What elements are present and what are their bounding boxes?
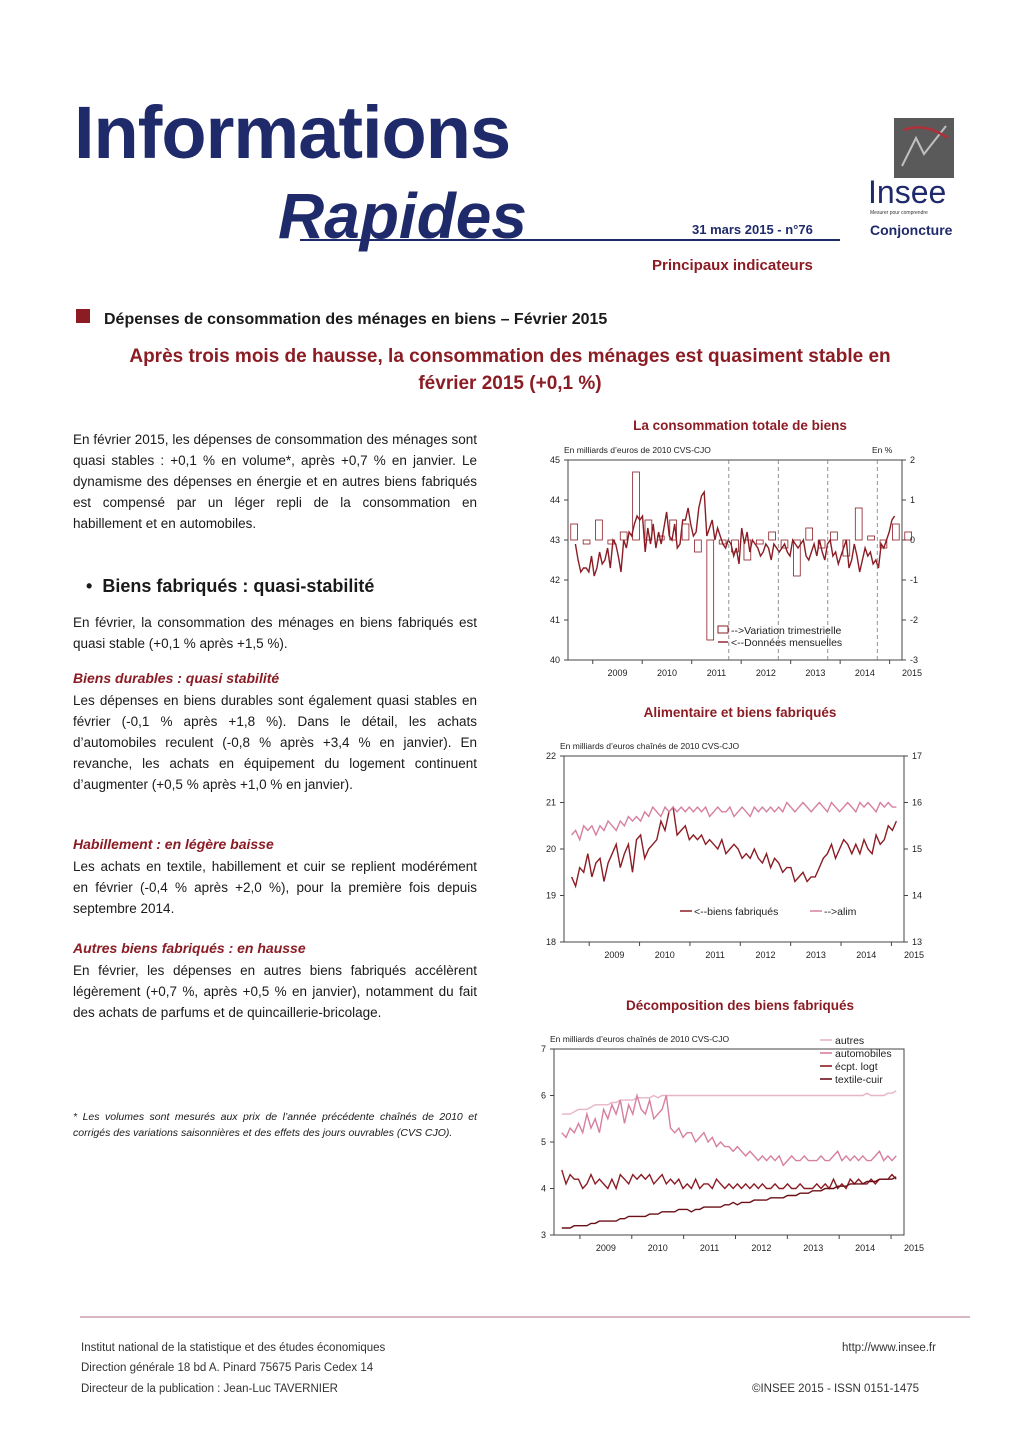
legend-label: automobiles	[835, 1048, 892, 1060]
manufactured-paragraph: En février, la consommation des ménages en biens fabriqués est quasi stable (+0,1 % après +1,5 %).	[73, 615, 477, 651]
headline	[60, 343, 960, 397]
bar	[620, 532, 627, 540]
y-left-tick-label: 20	[545, 844, 556, 854]
legend-label: autres	[835, 1035, 865, 1047]
x-tick-label: 2009	[607, 668, 628, 678]
chart-title-breakdown: Décomposition des biens fabriqués	[625, 998, 855, 1013]
chart-food-manufactured	[540, 730, 925, 970]
topic-title: Dépenses de consommation des ménages en biens – Février 2015	[104, 311, 608, 328]
bar	[682, 524, 689, 540]
masthead-rule	[300, 239, 840, 241]
footer-rule	[80, 1316, 970, 1318]
chart-unit-left: En milliards d’euros de 2010 CVS-CJO	[564, 445, 711, 455]
insee-tagline: Mesurer pour comprendre	[870, 210, 928, 216]
intro-paragraph: En février 2015, les dépenses de consommation des ménages sont quasi stables : +0,1 % en volume*, après +0,7 % en janvier. Le dynamisme des dépenses en énergie et en autres biens fabriqués est compensé par un léger repli de la consommation en habillement et en automobiles.	[73, 432, 477, 531]
y-left-tick-label: 40	[549, 655, 560, 665]
x-tick-label: 2009	[595, 1243, 616, 1253]
y-left-tick-label: 44	[549, 495, 560, 505]
y-left-tick-label: 22	[545, 751, 556, 761]
series-line	[575, 492, 894, 576]
chart-total-consumption	[540, 440, 923, 690]
y-right-tick-label: -1	[910, 575, 919, 585]
series-label: Principaux indicateurs	[652, 257, 813, 274]
x-tick-label: 2011	[705, 950, 725, 960]
bar	[769, 532, 776, 540]
insee-logo	[866, 118, 956, 242]
headline-line1: Après trois mois de hausse, la consommation des ménages est quasiment stable en	[129, 346, 891, 367]
x-tick-label: 2012	[751, 1243, 772, 1253]
footer-institute: Institut national de la statistique et des études économiques	[81, 1342, 386, 1354]
y-left-tick-label: 21	[545, 797, 556, 808]
y-left-tick-label: 19	[545, 890, 556, 901]
series-line	[562, 1096, 896, 1166]
legend-swatch-bar	[718, 626, 728, 633]
y-left-tick-label: 43	[549, 535, 560, 545]
insee-wordmark: Insee	[868, 174, 947, 210]
chart-manufactured-breakdown	[540, 1022, 925, 1262]
footer-director: Directeur de la publication : Jean-Luc TAVERNIER	[81, 1383, 338, 1395]
axes	[546, 751, 924, 960]
y-right-tick-label: 13	[912, 937, 923, 947]
x-tick-label: 2011	[699, 1243, 720, 1253]
bar	[892, 524, 899, 540]
bar	[583, 540, 590, 544]
series-line	[572, 807, 897, 886]
bar	[707, 540, 714, 640]
masthead-subtitle: Rapides	[278, 180, 527, 252]
x-tick-label: 2010	[647, 1243, 668, 1253]
insee-logo-mark-icon	[894, 118, 954, 178]
durables-heading: Biens durables : quasi stabilité	[73, 670, 280, 686]
x-tick-label: 2015	[901, 668, 923, 678]
clothing-paragraph: Les achats en textile, habillement et cuir se replient modérément en février (-0,4 % après +2,0 %), pour la première fois depuis septembre 2014.	[73, 859, 477, 916]
x-tick-label: 2014	[856, 950, 877, 960]
bar	[831, 532, 838, 540]
y-right-tick-label: 16	[912, 797, 923, 808]
legend-label: -->Variation trimestrielle	[731, 625, 842, 637]
chart-unit-left: En milliards d’euros chaînés de 2010 CVS-CJO	[550, 1034, 730, 1044]
chart-title-food-manufactured: Alimentaire et biens fabriqués	[643, 705, 837, 720]
y-left-tick-label: 5	[540, 1137, 546, 1147]
legend-label: -->alim	[824, 906, 857, 918]
x-tick-label: 2012	[755, 950, 776, 960]
x-tick-label: 2013	[805, 668, 826, 678]
y-left-tick-label: 3	[540, 1230, 546, 1240]
bar	[806, 528, 813, 540]
insee-section: Conjoncture	[870, 222, 953, 238]
other-goods-heading: Autres biens fabriqués : en hausse	[73, 940, 306, 956]
y-right-tick-label: 2	[910, 455, 916, 465]
x-tick-label: 2014	[855, 1243, 876, 1253]
legend-label: <--Données mensuelles	[731, 637, 843, 649]
bar	[571, 524, 578, 540]
x-tick-label: 2015	[903, 1243, 925, 1253]
x-tick-label: 2009	[604, 950, 625, 960]
bar	[855, 508, 862, 540]
x-tick-label: 2011	[706, 668, 727, 678]
durables-paragraph: Les dépenses en biens durables sont également quasi stables en février (-0,1 % après +1,8 %). Dans le détail, les achats d’automobiles reculent (-0,8 % après +3,4 % en janvier). En revanche, les achats en équipement du logement continuent d’augmenter (+0,5 % après +1,0 % en janvier).	[73, 693, 477, 792]
x-tick-label: 2013	[805, 950, 826, 960]
bar	[756, 540, 763, 544]
y-right-tick-label: -3	[910, 655, 919, 665]
y-right-tick-label: 15	[912, 844, 923, 854]
footer-website-link[interactable]: http://www.insee.fr	[842, 1342, 936, 1354]
masthead-title: Informations	[74, 91, 511, 174]
bullet-icon: •	[86, 576, 93, 596]
y-left-tick-label: 45	[549, 455, 560, 465]
x-tick-label: 2010	[654, 950, 675, 960]
y-right-tick-label: 17	[912, 751, 923, 761]
footer-address: Direction générale 18 bd A. Pinard 75675 Paris Cedex 14	[81, 1362, 374, 1374]
section-heading	[86, 576, 374, 597]
footer-copyright: ©INSEE 2015 - ISSN 0151-1475	[752, 1383, 920, 1395]
x-tick-label: 2014	[854, 668, 875, 678]
y-left-tick-label: 42	[549, 575, 560, 585]
y-left-tick-label: 7	[540, 1044, 546, 1054]
y-left-tick-label: 41	[549, 615, 560, 625]
y-left-tick-label: 4	[540, 1183, 546, 1194]
section-heading-text: Biens fabriqués : quasi-stabilité	[102, 576, 375, 596]
chart-title-total: La consommation totale de biens	[633, 418, 847, 433]
x-tick-label: 2013	[803, 1243, 824, 1253]
other-goods-paragraph: En février, les dépenses en autres biens fabriqués accélèrent légèrement (+0,7 %, après +0,5 % en janvier), notamment du fait des achats de parfums et de quincaillerie-bricolage.	[73, 963, 477, 1020]
issue-date: 31 mars 2015 - n°76	[692, 222, 813, 237]
y-right-tick-label: 1	[910, 495, 916, 505]
legend-label: écpt. logt	[835, 1061, 878, 1073]
y-left-tick-label: 6	[540, 1090, 546, 1101]
series-line	[572, 803, 897, 840]
series-line	[562, 1091, 896, 1114]
y-right-tick-label: 14	[912, 890, 923, 901]
topic-marker	[76, 309, 90, 323]
y-right-tick-label: -2	[910, 615, 919, 625]
bar	[868, 536, 875, 540]
x-tick-label: 2012	[755, 668, 776, 678]
bar	[694, 540, 701, 552]
headline-line2: février 2015 (+0,1 %)	[418, 373, 602, 394]
bar	[596, 520, 603, 540]
y-left-tick-label: 18	[545, 937, 556, 947]
chart-unit-right: En %	[872, 445, 893, 455]
footnote: * Les volumes sont mesurés aux prix de l’année précédente chaînés de 2010 et corrigés des variations saisonnières et des effets des jours ouvrables (CVS CJO).	[73, 1111, 477, 1139]
x-tick-label: 2015	[903, 950, 925, 960]
y-right-tick-label: 0	[910, 535, 916, 545]
clothing-heading: Habillement : en légère baisse	[73, 836, 274, 852]
x-tick-label: 2010	[656, 668, 677, 678]
legend-label: <--biens fabriqués	[694, 906, 779, 918]
chart-unit-left: En milliards d’euros chaînés de 2010 CVS-CJO	[560, 741, 740, 751]
legend-label: textile-cuir	[835, 1074, 883, 1086]
